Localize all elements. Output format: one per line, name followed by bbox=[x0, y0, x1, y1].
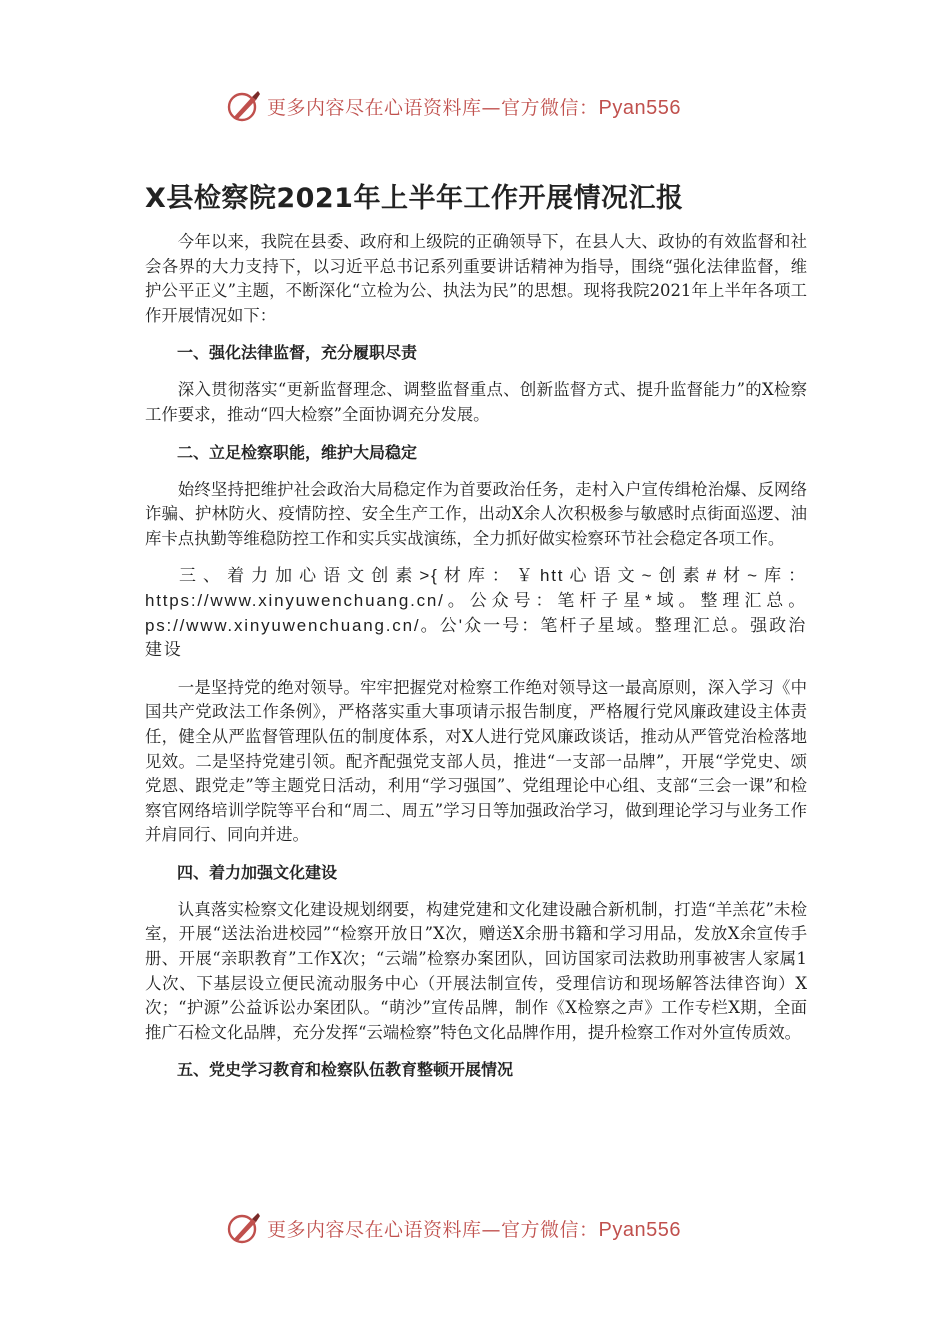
body-paragraph: 深入贯彻落实“更新监督理念、调整监督重点、创新监督方式、提升监督能力”的X检察工作要求，推动“四大检察”全面协调充分发展。 bbox=[145, 380, 807, 424]
header-banner bbox=[225, 86, 745, 126]
section-heading: 一、强化法律监督，充分履职尽责 bbox=[177, 343, 418, 363]
body-paragraph: 今年以来，我院在县委、政府和上级院的正确领导下，在县人大、政协的有效监督和社会各界的大力支持下，以习近平总书记系列重要讲话精神为指导，围绕“强化法律监督，维护公平正义”主题，不断深化“立检为公、执法为民”的思想。现将我院2021年上半年各项工作开展情况如下： bbox=[145, 232, 807, 325]
section-heading: 五、党史学习教育和检察队伍教育整顿开展情况 bbox=[177, 1060, 514, 1080]
body-paragraph: 始终坚持把维护社会政治大局稳定作为首要政治任务，走村入户宣传缉枪治爆、反网络诈骗、护林防火、疫情防控、安全生产工作，出动X余人次积极参与敏感时点街面巡逻、油库卡点执勤等维稳防控工作和实兵实战演练，全力抓好做实检察环节社会稳定各项工作。 bbox=[145, 479, 807, 548]
banner-text: 更多内容尽在心语资料库—官方微信：Pyan556 bbox=[267, 1218, 681, 1241]
footer-banner bbox=[225, 1208, 745, 1248]
section-heading: 四、着力加强文化建设 bbox=[177, 862, 338, 882]
banner-text: 更多内容尽在心语资料库—官方微信：Pyan556 bbox=[267, 96, 681, 119]
section-heading: 二、立足检察职能，维护大局稳定 bbox=[177, 442, 418, 462]
section-heading-garbled: 三、着力加心语文创素>{材库：￥htt心语文~创素#材~库：https://www.xinyuwenchuang.cn/。公众号：笔杆子星*域。整理汇总。ps://www.xinyuwenchuang.cn/。公'众一号：笔杆子星域。整理汇总。强政治建设 bbox=[145, 566, 807, 660]
body-paragraph: 一是坚持党的绝对领导。牢牢把握党对检察工作绝对领导这一最高原则，深入学习《中国共产党政法工作条例》，严格落实重大事项请示报告制度，严格履行党风廉政建设主体责任，健全从严监督管理队伍的制度体系，对X人进行党风廉政谈话，推动从严管党治检落地见效。二是坚持党建引领。配齐配强党支部人员，推进“一支部一品牌”，开展“学党史、颂党恩、跟党走”等主题党日活动，利用“学习强国”、党组理论中心组、支部“三会一课”和检察官网络培训学院等平台和“周二、周五”学习日等加强政治学习，做到理论学习与业务工作并肩同行、同向并进。 bbox=[145, 677, 807, 845]
body-paragraph: 认真落实检察文化建设规划纲要，构建党建和文化建设融合新机制，打造“羊羔花”未检室，开展“送法治进校园”“检察开放日”X次，赠送X余册书籍和学习用品，发放X余宣传手册、开展“亲职教育”工作X次；“云端”检察办案团队，回访国家司法救助刑事被害人家属1人次、下基层设立便民流动服务中心（开展法制宣传，受理信访和现场解答法律咨询）X次；“护源”公益诉讼办案团队。“萌沙”宣传品牌，制作《X检察之声》工作专栏X期，全面推广石检文化品牌，充分发挥“云端检察”特色文化品牌作用，提升检察工作对外宣传质效。 bbox=[145, 899, 807, 1042]
pen-circle-icon bbox=[225, 1210, 261, 1246]
document-body bbox=[145, 230, 807, 1095]
document-title: X县检察院2021年上半年工作开展情况汇报 bbox=[145, 183, 684, 214]
pen-circle-icon bbox=[225, 88, 261, 124]
